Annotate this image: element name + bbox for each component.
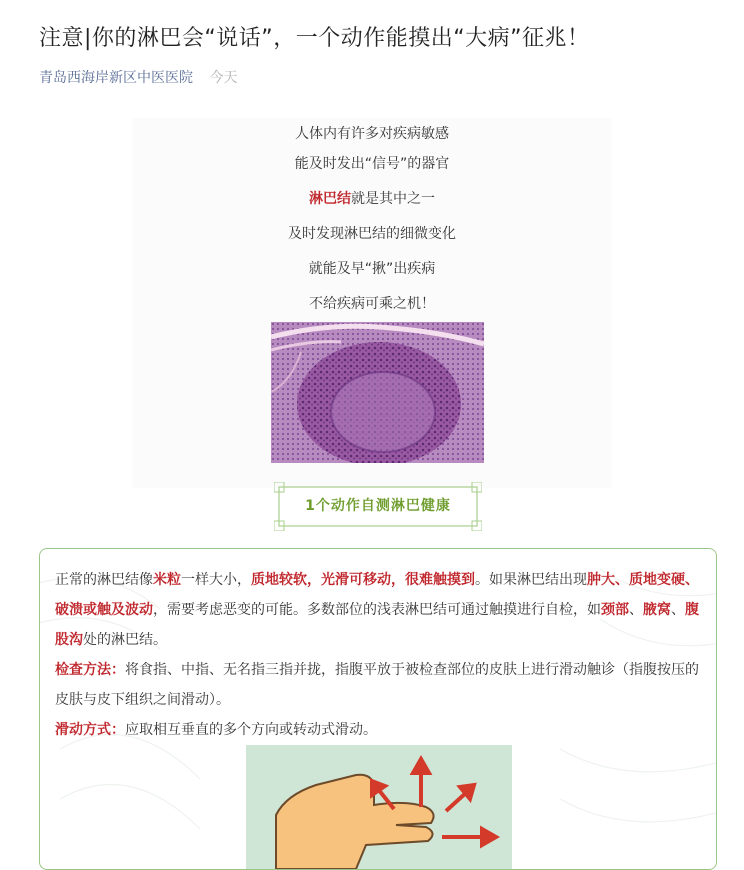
content-card [39, 548, 717, 870]
article-title: 注意|你的淋巴会“说话”，一个动作能摸出“大病”征兆！ [39, 26, 590, 51]
body-text: 、 [629, 602, 643, 618]
highlight-text: 肿大、质地变硬、破溃或触及波动 [55, 572, 699, 618]
highlight-text: 腋窝 [643, 602, 671, 618]
intro-highlight: 淋巴结 [309, 191, 351, 207]
highlight-text: 米粒 [153, 572, 181, 588]
intro-line-3 [133, 189, 611, 209]
body-text: 正常的淋巴结像 [55, 572, 153, 588]
body-text: ，需要考虑恶变的可能。多数部位的浅表淋巴结可通过触摸进行自检，如 [153, 602, 601, 618]
article-meta [39, 68, 237, 88]
slide-label: 滑动方式： [55, 722, 125, 738]
section-title-frame [274, 482, 482, 531]
section-title: 1个动作自测淋巴健康 [305, 498, 451, 514]
body-text: 处的淋巴结。 [83, 632, 167, 648]
lymph-node-histology-image[interactable] [271, 322, 484, 463]
intro-line-1: 人体内有许多对疾病敏感 [295, 126, 449, 142]
body-text: 一样大小， [181, 572, 251, 588]
method-text: 将食指、中指、无名指三指并拢，指腹平放于被检查部位的皮肤上进行滑动触诊（指腹按压的皮肤与皮下组织之间滑动）。 [55, 662, 699, 708]
publish-date: 今天 [209, 70, 238, 86]
highlight-text: 颈部 [601, 602, 629, 618]
intro-line-6: 不给疾病可乘之机！ [309, 296, 435, 312]
method-paragraph [55, 655, 705, 715]
card-paragraph-1 [55, 565, 705, 655]
slide-text: 应取相互垂直的多个方向或转动式滑动。 [125, 722, 377, 738]
highlight-text: 质地较软，光滑可移动，很难触摸到 [251, 572, 475, 588]
account-name-link[interactable]: 青岛西海岸新区中医医院 [39, 70, 193, 86]
intro-line-3-rest: 就是其中之一 [351, 191, 435, 207]
intro-line-2: 能及时发出“信号”的器官 [294, 156, 450, 172]
body-text: 、 [671, 602, 685, 618]
intro-line-5: 就能及早“揪”出疾病 [308, 261, 436, 277]
body-text: 。如果淋巴结出现 [475, 572, 587, 588]
method-label: 检查方法： [55, 662, 125, 678]
intro-line-4: 及时发现淋巴结的细微变化 [288, 226, 456, 242]
slide-paragraph [55, 715, 705, 745]
hand-palpation-arrows-illustration[interactable] [246, 745, 512, 869]
highlight-text: 腹股沟 [55, 602, 699, 648]
